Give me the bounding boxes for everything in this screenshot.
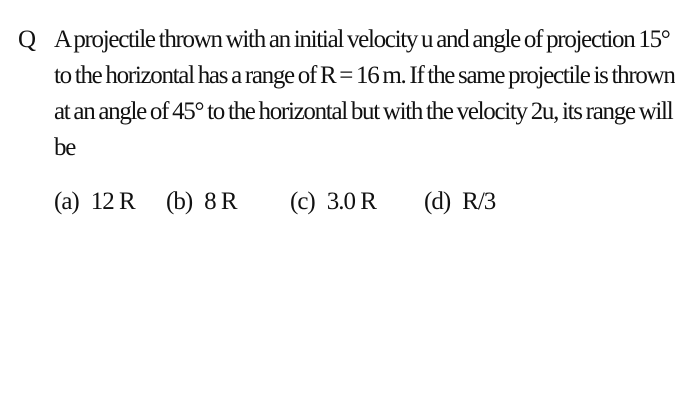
option-value: R/3 (462, 188, 496, 215)
question-line: A projectile thrown with an initial velocity u and angle of projection 15° (54, 26, 670, 53)
question-text (54, 22, 675, 166)
option-key: (d) (424, 188, 451, 215)
option-c[interactable] (290, 184, 376, 220)
option-key: (a) (54, 188, 79, 215)
option-a[interactable] (54, 184, 135, 220)
option-value: 12 R (90, 188, 135, 215)
option-key: (b) (166, 188, 193, 215)
option-b[interactable] (166, 184, 237, 220)
question-line: at an angle of 45° to the horizontal but with the velocity 2u, its range will (54, 98, 673, 125)
question-line: be (54, 134, 75, 161)
question-label: Q (18, 26, 36, 53)
option-value: 8 R (204, 188, 237, 215)
question-line: to the horizontal has a range of R = 16 m. If the same projectile is thrown (54, 62, 675, 89)
option-key: (c) (290, 188, 315, 215)
option-value: 3.0 R (326, 188, 376, 215)
option-d[interactable] (424, 184, 495, 220)
answer-options (54, 184, 594, 220)
